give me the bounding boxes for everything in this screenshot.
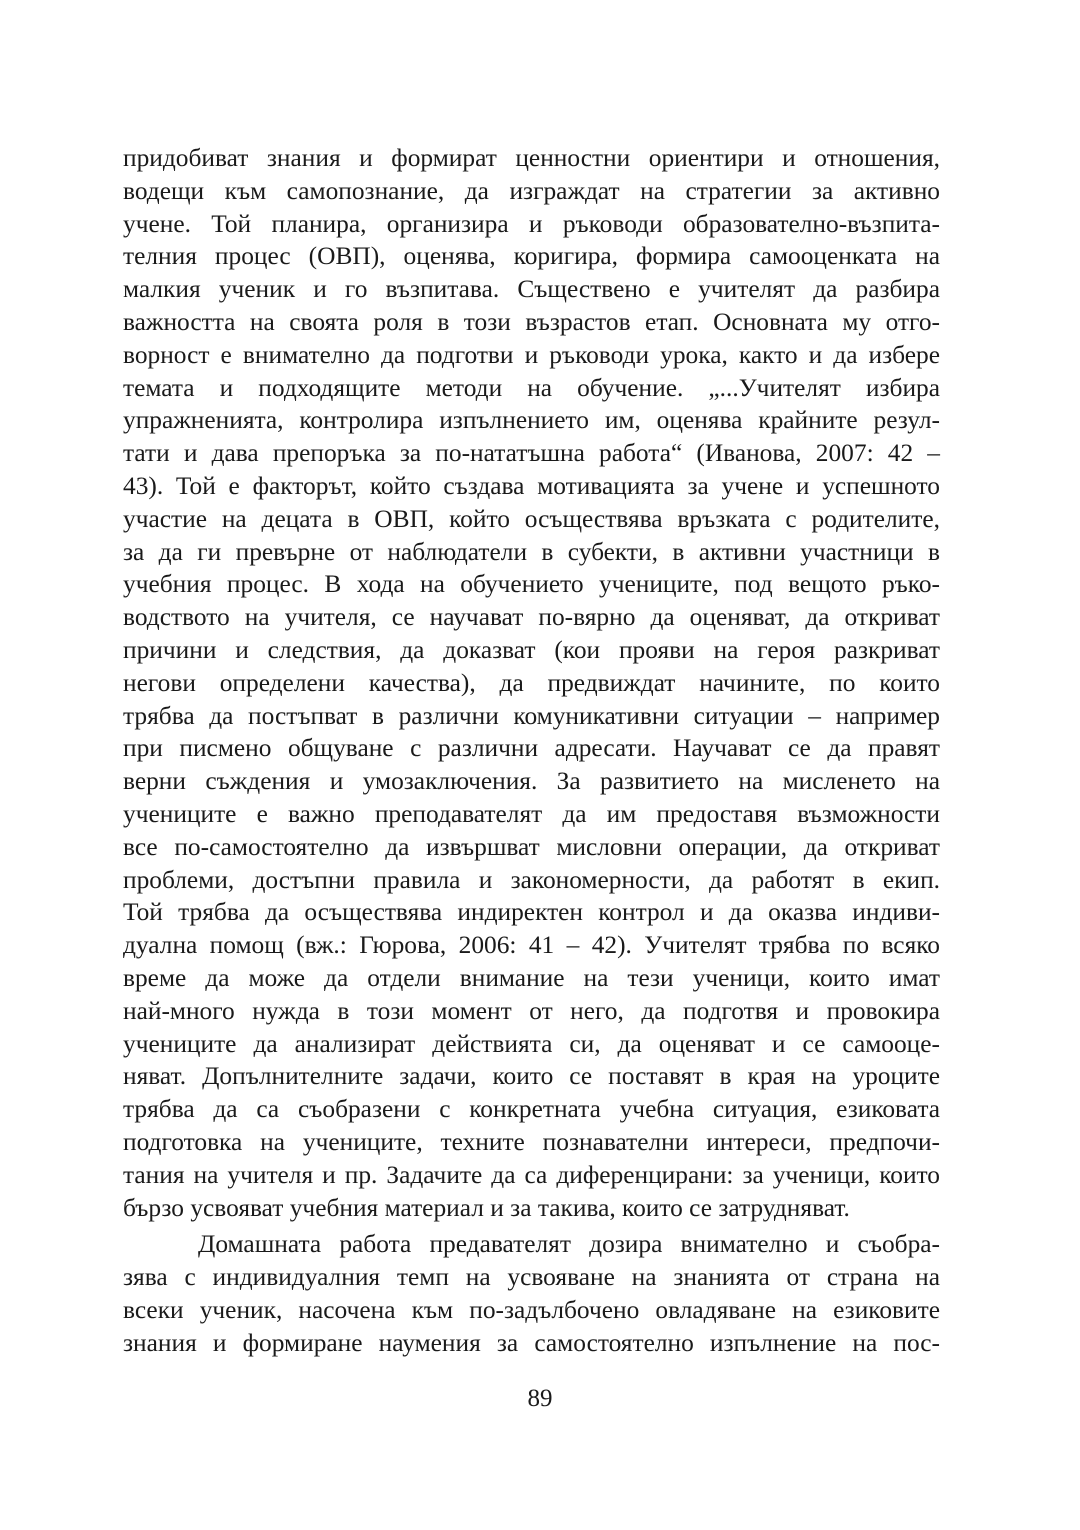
text-line: подготовка на учениците, техните познавателни интереси, предпочи- xyxy=(123,1127,940,1156)
text-line: телния процес (ОВП), оценява, коригира, формира самооценката на xyxy=(123,242,940,271)
body-text xyxy=(123,142,940,1359)
text-line: най-много нужда в този момент от него, да подготвя и провокира xyxy=(123,996,940,1025)
text-line: темата и подходящите методи на обучение. „...Учителят избира xyxy=(123,373,940,402)
text-line: негови определени качества), да предвиждат начините, по които xyxy=(123,668,940,697)
text-line: знания и формиране наумения за самостоятелно изпълнение на пос- xyxy=(123,1328,940,1357)
text-line: бързо усвояват учебния материал и за такива, които се затрудняват. xyxy=(123,1193,850,1222)
text-line: тания на учителя и пр. Задачите да са диференцирани: за ученици, които xyxy=(123,1160,940,1189)
text-line: за да ги превърне от наблюдатели в субекти, в активни участници в xyxy=(123,537,940,566)
text-line: тати и дава препоръка за по-нататъшна работа“ (Иванова, 2007: 42 – xyxy=(123,439,940,468)
text-line: придобиват знания и формират ценностни ориентири и отношения, xyxy=(123,144,940,172)
text-line: при писмено общуване с различни адресати. Научават се да правят xyxy=(123,734,940,763)
text-line: трябва да постъпват в различни комуникативни ситуации – например xyxy=(123,701,940,730)
text-line: учениците да анализират действията си, да оценяват и се самооце- xyxy=(123,1029,940,1058)
text-line: дуална помощ (вж.: Гюрова, 2006: 41 – 42). Учителят трябва по всяко xyxy=(123,931,940,960)
text-line: Домашната работа предавателят дозира внимателно и съобра- xyxy=(198,1230,940,1259)
text-line: Той трябва да осъществява индиректен контрол и да оказва индиви- xyxy=(123,898,940,927)
paragraph-1 xyxy=(123,142,940,1224)
text-line: няват. Допълнителните задачи, които се поставят в края на уроците xyxy=(123,1062,940,1091)
text-line: 43). Той е факторът, който създава мотивацията за учене и успешното xyxy=(123,471,940,500)
text-line: учебния процес. В хода на обучението учениците, под вещото ръко- xyxy=(123,570,940,599)
text-line: важността на своята роля в този възрастов етап. Основната му отго- xyxy=(123,307,940,336)
text-line: учениците е важно преподавателят да им предоставя възможности xyxy=(123,799,940,828)
paragraph-2 xyxy=(123,1228,940,1359)
text-line: участие на децата в ОВП, който осъществява връзката с родителите, xyxy=(123,504,940,533)
text-line: проблеми, достъпни правила и закономерности, да работят в екип. xyxy=(123,865,940,894)
text-line: упражненията, контролира изпълнението им, оценява крайните резул- xyxy=(123,406,940,435)
text-line: все по-самостоятелно да извършват мисловни операции, да откриват xyxy=(123,832,940,861)
text-line: верни съждения и умозаключения. За развитието на мисленето на xyxy=(123,767,940,796)
text-line: ворност е внимателно да подготви и ръководи урока, както и да избере xyxy=(123,340,940,369)
text-line: зява с индивидуалния темп на усвояване на знанията от страна на xyxy=(123,1263,940,1292)
text-line: водещи към самопознание, да изграждат на стратегии за активно xyxy=(123,176,940,205)
text-line: всеки ученик, насочена към по-задълбочено овладяване на езиковите xyxy=(123,1295,940,1324)
page-number: 89 xyxy=(527,1385,553,1412)
text-line: малкия ученик и го възпитава. Съществено е учителят да разбира xyxy=(123,275,940,304)
text-line: водството на учителя, се научават по-вярно да оценяват, да откриват xyxy=(123,603,940,632)
text-line: причини и следствия, да доказват (кои прояви на героя разкриват xyxy=(123,635,940,664)
text-line: трябва да са съобразени с конкретната учебна ситуация, езиковата xyxy=(123,1095,940,1124)
text-line: време да може да отдели внимание на тези ученици, които имат xyxy=(123,963,940,992)
text-line: учене. Той планира, организира и ръководи образователно-възпита- xyxy=(123,209,940,238)
